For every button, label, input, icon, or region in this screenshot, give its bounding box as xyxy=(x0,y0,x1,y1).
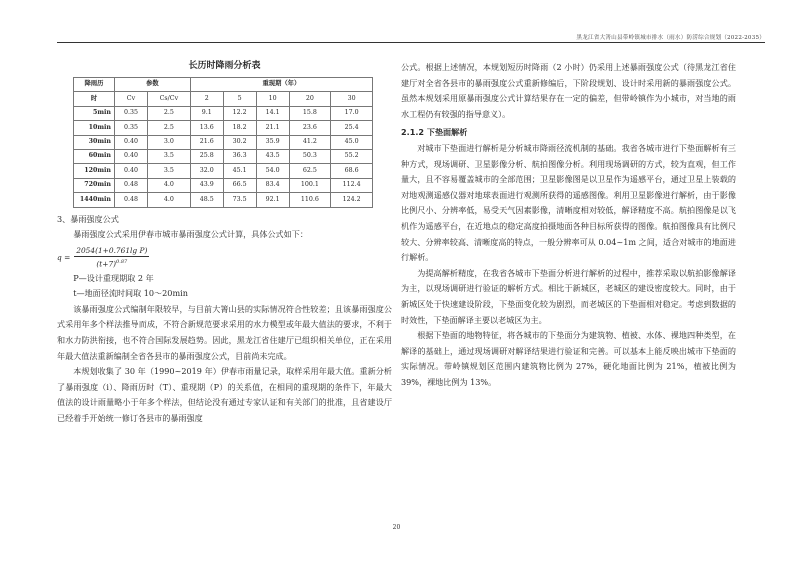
formula-denominator-base: (t+7) xyxy=(96,259,117,269)
table-row xyxy=(74,178,373,192)
rainfall-table xyxy=(73,77,373,208)
cv-cell: 0.40 xyxy=(115,135,148,149)
paragraph: 为提高解析精度，在我省各城市下垫面分析进行解析的过程中，推荐采取以航拍影像解译为主，以现场调研进行验证的解析方式。相比于新城区，老城区的建设密度较大。同时，由于新城区处于快速建设阶段，下垫面变化较为剧烈，而老城区的下垫面相对稳定。考虑到数据的时效性，下垫面解译主要以老城区为主。 xyxy=(401,267,736,325)
rainfall-value-cell: 73.5 xyxy=(223,193,256,207)
rainfall-value-cell: 15.8 xyxy=(289,106,331,120)
duration-cell: 30min xyxy=(74,135,115,149)
table-title: 长历时降雨分析表 xyxy=(188,61,261,71)
rainfall-value-cell: 100.1 xyxy=(289,178,331,192)
duration-header-2: 时 xyxy=(74,92,115,106)
header-rule xyxy=(57,42,765,43)
cscv-cell: 3.0 xyxy=(147,135,190,149)
cv-cell: 0.35 xyxy=(115,106,148,120)
rain-intensity-formula xyxy=(57,247,392,269)
table-row xyxy=(74,106,373,120)
cv-cell: 0.40 xyxy=(115,149,148,163)
running-header: 黑龙江省大箐山县带岭镇城市排水（雨水）防涝综合规划（2022-2035） xyxy=(576,35,765,41)
table-row xyxy=(74,121,373,135)
duration-cell: 120min xyxy=(74,164,115,178)
paragraph: 暴雨强度公式采用伊春市城市暴雨强度公式计算，具体公式如下： xyxy=(73,229,308,240)
formula-fraction xyxy=(74,246,149,269)
rainfall-value-cell: 9.1 xyxy=(190,106,223,120)
duration-cell: 60min xyxy=(74,149,115,163)
rainfall-value-cell: 35.9 xyxy=(256,135,289,149)
period-10-header: 10 xyxy=(256,92,289,106)
rainfall-value-cell: 110.6 xyxy=(289,193,331,207)
param-definition: t—地面径流时间取 10～20min xyxy=(73,288,188,299)
rainfall-value-cell: 45.0 xyxy=(331,135,373,149)
rainfall-value-cell: 48.5 xyxy=(190,193,223,207)
cv-cell: 0.40 xyxy=(115,164,148,178)
rainfall-value-cell: 21.6 xyxy=(190,135,223,149)
cscv-header: Cs/Cv xyxy=(147,92,190,106)
table-row xyxy=(74,193,373,207)
rainfall-value-cell: 14.1 xyxy=(256,106,289,120)
paragraph: 本规划收集了 30 年（1990~2019 年）伊春市雨量记录，取样采用年最大值。重新分析了暴雨强度（i）、降雨历时（T）、重现期（P）的关系值，在相同的重现期的条件下，年最大值法的设计雨量略小于年多个样法，但结论没有通过专家认证和有关部门的批准，且省建设厅已经着手开始统一修订各县市的暴雨强度 xyxy=(57,366,392,424)
formula-denominator xyxy=(96,257,127,269)
cscv-cell: 3.5 xyxy=(147,164,190,178)
rainfall-value-cell: 66.5 xyxy=(223,178,256,192)
rainfall-value-cell: 124.2 xyxy=(331,193,373,207)
rainfall-value-cell: 45.1 xyxy=(223,164,256,178)
rainfall-value-cell: 43.5 xyxy=(256,149,289,163)
duration-cell: 10min xyxy=(74,121,115,135)
period-2-header: 2 xyxy=(190,92,223,106)
cscv-cell: 4.0 xyxy=(147,193,190,207)
param-definition: P—设计重现期取 2 年 xyxy=(73,272,154,283)
cv-cell: 0.48 xyxy=(115,178,148,192)
duration-cell: 5min xyxy=(74,106,115,120)
rainfall-table-body xyxy=(74,78,373,208)
period-header: 重现期（年） xyxy=(190,78,372,92)
rainfall-value-cell: 13.6 xyxy=(190,121,223,135)
left-column xyxy=(57,60,392,427)
cscv-cell: 4.0 xyxy=(147,178,190,192)
table-header-row xyxy=(74,92,373,106)
cscv-cell: 2.5 xyxy=(147,121,190,135)
rainfall-value-cell: 32.0 xyxy=(190,164,223,178)
rainfall-value-cell: 43.9 xyxy=(190,178,223,192)
rainfall-value-cell: 30.2 xyxy=(223,135,256,149)
rainfall-value-cell: 92.1 xyxy=(256,193,289,207)
duration-header: 降雨历 xyxy=(74,78,115,92)
rainfall-value-cell: 36.3 xyxy=(223,149,256,163)
formula-lhs: q = xyxy=(57,252,71,262)
cv-cell: 0.35 xyxy=(115,121,148,135)
paragraph: 公式。根据上述情况，本规划短历时降雨（2 小时）仍采用上述暴雨强度公式（待黑龙江省住建厅对全省各县市的暴雨强度公式重新修编后，下阶段规划、设计时采用新的暴雨强度公式。虽然本规划采用原暴雨强度公式计算结果存在一定的偏差，但带岭镇作为小城市，对当地的雨水工程仍有较强的指导意义）。 xyxy=(401,62,736,119)
rainfall-value-cell: 25.4 xyxy=(331,121,373,135)
rainfall-value-cell: 68.6 xyxy=(331,164,373,178)
rainfall-value-cell: 25.8 xyxy=(190,149,223,163)
duration-cell: 1440min xyxy=(74,193,115,207)
rainfall-value-cell: 54.0 xyxy=(256,164,289,178)
cv-header: Cv xyxy=(115,92,148,106)
rainfall-value-cell: 83.4 xyxy=(256,178,289,192)
rainfall-value-cell: 12.2 xyxy=(223,106,256,120)
table-row xyxy=(74,135,373,149)
table-header-row xyxy=(74,78,373,92)
rainfall-value-cell: 23.6 xyxy=(289,121,331,135)
rainfall-value-cell: 21.1 xyxy=(256,121,289,135)
period-5-header: 5 xyxy=(223,92,256,106)
params-header: 参数 xyxy=(115,78,191,92)
rainfall-value-cell: 41.2 xyxy=(289,135,331,149)
period-20-header: 20 xyxy=(289,92,331,106)
cscv-cell: 3.5 xyxy=(147,149,190,163)
duration-cell: 720min xyxy=(74,178,115,192)
formula-numerator: 2054(1+0.761lg P) xyxy=(76,245,148,255)
formula-exponent: 0.87 xyxy=(116,258,128,265)
section-heading-2-1-2: 2.1.2 下垫面解析 xyxy=(401,127,468,138)
table-row xyxy=(74,149,373,163)
cv-cell: 0.48 xyxy=(115,193,148,207)
rainfall-value-cell: 18.2 xyxy=(223,121,256,135)
table-row xyxy=(74,164,373,178)
paragraph: 根据下垫面的地物特征，将各城市的下垫面分为建筑物、植被、水体、裸地四种类型，在解译的基础上，通过现场调研对解译结果进行验证和完善。可以基本上能反映出城市下垫面的实际情况。带岭镇规划区范围内建筑物比例为 27%，硬化地面比例为 21%，植被比例为 39%，裸地比例为 13%。 xyxy=(401,330,736,387)
rainfall-value-cell: 17.0 xyxy=(331,106,373,120)
paragraph: 该暴雨强度公式编制年限较早，与目前大箐山县的实际情况符合性较差；且该暴雨强度公式采用年多个样法推导而成，不符合新规范要求采用的水力模型或年最大值法的要求，不利于和水力防洪衔接，也不符合国际发展趋势。因此，黑龙江省住建厅已组织相关单位，正在采用年最大值法重新编制全省各县市的暴雨强度公式，目前尚未完成。 xyxy=(57,303,392,361)
rainfall-value-cell: 62.5 xyxy=(289,164,331,178)
period-30-header: 30 xyxy=(331,92,373,106)
page-number: 20 xyxy=(392,524,401,531)
paragraph: 对城市下垫面进行解析是分析城市降雨径流机制的基础。我省各城市进行下垫面解析有三种方式，现场调研、卫星影像分析、航拍图像分析。利用现场调研的方式，较为直观，但工作量大，且不容易覆盖城市的全部范围；卫星影像图是以卫星作为遥感平台，通过卫星上装载的对地观测遥感仪器对地球表面进行观测所获得的遥感图像。利用卫星影像进行解析，由于影像比例尺小、分辨率低，易受天气因素影像，清晰度相对较低，解译精度不高。航拍图像是以飞机作为遥感平台，在近地点的稳定高度拍摄地面各种目标所获得的图像。航拍图像具有比例尺较大、分辨率较高、清晰度高的特点，一般分辨率可从 0.04~1m 之间，适合对城市的地面进行解析。 xyxy=(401,142,736,263)
cscv-cell: 2.5 xyxy=(147,106,190,120)
rainfall-value-cell: 50.3 xyxy=(289,149,331,163)
rainfall-value-cell: 112.4 xyxy=(331,178,373,192)
rainfall-value-cell: 55.2 xyxy=(331,149,373,163)
right-column xyxy=(401,60,736,390)
section-heading-3: 3、暴雨强度公式 xyxy=(57,213,119,224)
